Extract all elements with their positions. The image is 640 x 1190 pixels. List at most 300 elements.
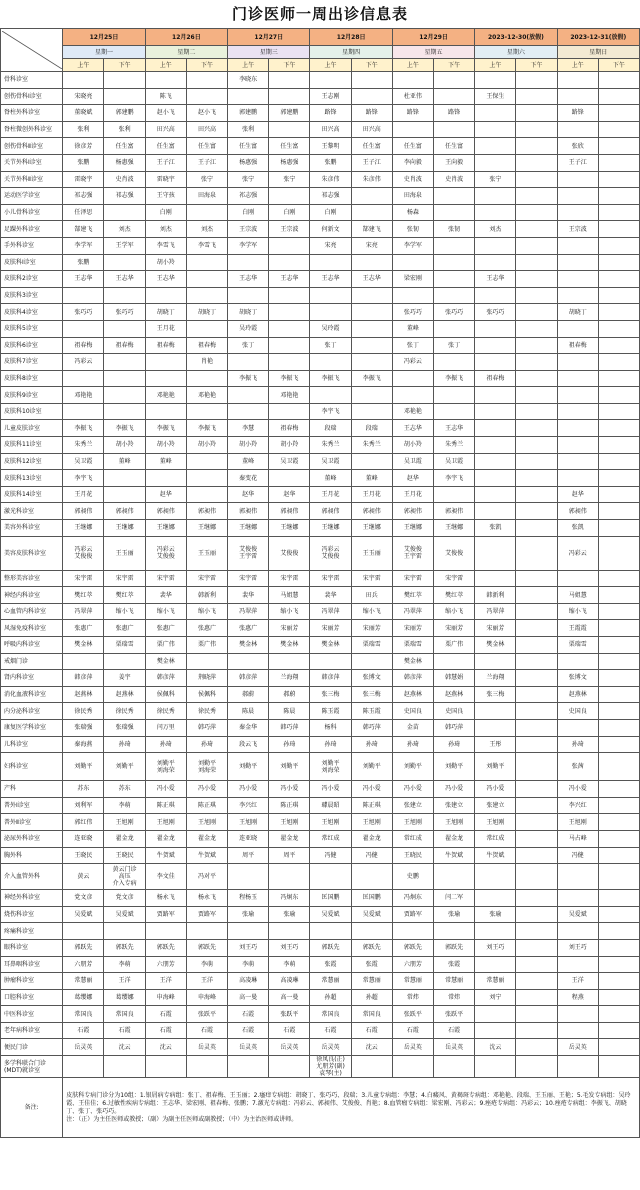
doctor-cell: 胡晓丁 [557, 304, 598, 321]
table-row [1, 956, 640, 973]
doctor-cell [516, 864, 557, 890]
doctor-cell [598, 906, 639, 923]
doctor-cell: 张宁 [475, 171, 516, 188]
doctor-cell [598, 320, 639, 337]
doctor-cell: 冯翠萍 [63, 603, 104, 620]
doctor-cell: 朱彦伟 [310, 171, 351, 188]
doctor-cell: 张建立 [434, 797, 475, 814]
doctor-cell [516, 287, 557, 304]
doctor-cell [145, 470, 186, 487]
doctor-cell [269, 121, 310, 138]
table-row [1, 536, 640, 570]
doctor-cell: 王玉丽 [104, 536, 145, 570]
department-cell: 疼痛科诊室 [1, 923, 63, 940]
doctor-cell [104, 486, 145, 503]
doctor-cell: 贾路军 [145, 906, 186, 923]
doctor-cell [598, 470, 639, 487]
table-row [1, 781, 640, 798]
doctor-cell: 张三梅 [475, 686, 516, 703]
table-row [1, 670, 640, 687]
doctor-cell: 路锋 [351, 105, 392, 122]
department-cell: 皮肤科8诊室 [1, 370, 63, 387]
doctor-cell [186, 1056, 227, 1078]
date-header-mon: 12月25日 [63, 29, 145, 46]
doctor-cell: 祖春梅 [557, 337, 598, 354]
doctor-cell: 常红成 [392, 830, 433, 847]
doctor-cell [351, 387, 392, 404]
doctor-cell [516, 72, 557, 89]
doctor-cell: 翟金龙 [104, 830, 145, 847]
doctor-cell: 缩小飞 [269, 603, 310, 620]
doctor-cell: 匡国鹏 [310, 890, 351, 907]
doctor-cell: 牛贺斌 [145, 847, 186, 864]
doctor-cell: 朱秀兰 [434, 437, 475, 454]
table-row [1, 320, 640, 337]
doctor-cell: 宋丽芳 [310, 620, 351, 637]
doctor-cell: 韩彦萍 [228, 670, 269, 687]
doctor-cell: 常炜 [392, 989, 433, 1006]
doctor-cell: 张瑜 [269, 906, 310, 923]
doctor-cell: 樊金林 [63, 637, 104, 654]
doctor-cell: 张巧巧 [104, 304, 145, 321]
doctor-cell: 程杨玉 [228, 890, 269, 907]
doctor-cell: 郭昶伟 [269, 503, 310, 520]
doctor-cell: 王继娜 [310, 520, 351, 537]
doctor-cell: 胡晓丁 [186, 304, 227, 321]
doctor-cell: 岳灵英 [434, 1039, 475, 1056]
doctor-cell: 张瑞强 [63, 719, 104, 736]
doctor-cell [351, 923, 392, 940]
doctor-cell [516, 370, 557, 387]
doctor-cell: 朱秀兰 [351, 437, 392, 454]
doctor-cell: 六朋芳 [63, 956, 104, 973]
doctor-cell: 苏东 [104, 781, 145, 798]
table-row [1, 72, 640, 89]
doctor-cell: 宋宇雷 [104, 570, 145, 587]
doctor-cell: 翟金龙 [186, 830, 227, 847]
doctor-cell: 贾路军 [186, 906, 227, 923]
doctor-cell [63, 287, 104, 304]
doctor-cell: 兰海翔 [475, 670, 516, 687]
doctor-cell: 祁志强 [228, 188, 269, 205]
doctor-cell: 张宁 [269, 171, 310, 188]
department-cell: 足踝外科诊室 [1, 221, 63, 238]
doctor-cell: 郭跃先 [186, 939, 227, 956]
doctor-cell: 李振飞 [269, 370, 310, 387]
doctor-cell: 李宇飞 [63, 470, 104, 487]
doctor-cell [475, 287, 516, 304]
department-cell: 整形美容诊室 [1, 570, 63, 587]
doctor-cell: 郭跃先 [63, 939, 104, 956]
doctor-cell: 段瑞 [310, 420, 351, 437]
department-cell: 内分泌科诊室 [1, 703, 63, 720]
doctor-cell: 秦金华 [228, 719, 269, 736]
doctor-cell: 宋宇雷 [434, 570, 475, 587]
doctor-cell [228, 287, 269, 304]
doctor-cell [557, 387, 598, 404]
doctor-cell: 申海峰 [145, 989, 186, 1006]
doctor-cell: 郭跃先 [434, 939, 475, 956]
doctor-cell: 冯彩云 [392, 354, 433, 371]
doctor-cell: 陈正琪 [186, 797, 227, 814]
doctor-cell: 樊红萃 [63, 587, 104, 604]
doctor-cell: 王彤 [475, 736, 516, 753]
doctor-cell [104, 88, 145, 105]
doctor-cell: 郭跃先 [392, 939, 433, 956]
doctor-cell [351, 72, 392, 89]
doctor-cell: 祖春梅 [269, 420, 310, 437]
doctor-cell [516, 503, 557, 520]
doctor-cell [434, 403, 475, 420]
doctor-cell: 栗广伟 [434, 637, 475, 654]
doctor-cell: 王子江 [557, 154, 598, 171]
table-row [1, 520, 640, 537]
doctor-cell: 王月花 [145, 320, 186, 337]
table-row [1, 237, 640, 254]
department-cell: 老年病科诊室 [1, 1022, 63, 1039]
doctor-cell: 郭建鹏 [269, 105, 310, 122]
table-row [1, 221, 640, 238]
doctor-cell: 周平 [269, 847, 310, 864]
doctor-cell: 郭跃先 [310, 939, 351, 956]
doctor-cell [516, 587, 557, 604]
doctor-cell: 梁宏刚 [392, 271, 433, 288]
doctor-cell [516, 906, 557, 923]
doctor-cell: 韩巧萍 [351, 719, 392, 736]
doctor-cell [434, 864, 475, 890]
doctor-cell [269, 254, 310, 271]
doctor-cell: 姜宇 [104, 670, 145, 687]
doctor-cell: 匡国鹏 [351, 890, 392, 907]
doctor-cell [516, 536, 557, 570]
doctor-cell [598, 171, 639, 188]
doctor-cell: 刘杰 [104, 221, 145, 238]
notes-row [1, 1078, 640, 1138]
doctor-cell [475, 719, 516, 736]
doctor-cell [598, 121, 639, 138]
doctor-cell: 刘王巧 [475, 939, 516, 956]
doctor-cell [598, 221, 639, 238]
doctor-cell: 樊金林 [145, 653, 186, 670]
doctor-cell: 连亚晓 [228, 830, 269, 847]
doctor-cell: 王旭刚 [186, 814, 227, 831]
doctor-cell: 刘杰 [475, 221, 516, 238]
doctor-cell: 刘利军 [63, 797, 104, 814]
doctor-cell: 葛缨娜 [104, 989, 145, 1006]
doctor-cell: 杨惠强 [228, 154, 269, 171]
department-cell: 脊柱外科诊室 [1, 105, 63, 122]
doctor-cell [186, 204, 227, 221]
doctor-cell [63, 403, 104, 420]
doctor-cell: 张霞 [351, 956, 392, 973]
doctor-cell: 朱彦伟 [351, 171, 392, 188]
doctor-cell: 郭建鹏 [104, 105, 145, 122]
doctor-cell: 杨科 [310, 719, 351, 736]
pm-header: 下午 [269, 59, 310, 72]
doctor-cell [516, 686, 557, 703]
doctor-cell: 陈正琪 [351, 797, 392, 814]
table-row [1, 470, 640, 487]
doctor-cell: 祖春梅 [145, 337, 186, 354]
doctor-cell: 路锋 [434, 105, 475, 122]
doctor-cell: 李振飞 [228, 370, 269, 387]
department-cell: 儿科诊室 [1, 736, 63, 753]
doctor-cell: 宋宇雷 [228, 570, 269, 587]
doctor-cell: 王继娜 [145, 520, 186, 537]
doctor-cell [63, 72, 104, 89]
doctor-cell: 苏东 [63, 781, 104, 798]
doctor-cell: 裴华 [145, 587, 186, 604]
doctor-cell [557, 237, 598, 254]
doctor-cell: 栗瑞雪 [351, 637, 392, 654]
doctor-cell [516, 1006, 557, 1023]
doctor-cell [598, 254, 639, 271]
doctor-cell [598, 603, 639, 620]
pm-header: 下午 [598, 59, 639, 72]
doctor-cell [475, 204, 516, 221]
doctor-cell: 祖春梅 [104, 337, 145, 354]
doctor-cell: 韩新利 [186, 587, 227, 604]
doctor-cell [269, 188, 310, 205]
doctor-cell [434, 1056, 475, 1078]
doctor-cell: 张欣 [557, 138, 598, 155]
table-row [1, 989, 640, 1006]
doctor-cell: 常慧丽 [351, 973, 392, 990]
doctor-cell [104, 320, 145, 337]
doctor-cell [557, 890, 598, 907]
department-cell: 消化血液科诊室 [1, 686, 63, 703]
doctor-cell: 张凯 [475, 520, 516, 537]
doctor-cell: 冯健 [351, 847, 392, 864]
doctor-cell: 郭昶伟 [434, 503, 475, 520]
doctor-cell: 赵华 [392, 470, 433, 487]
doctor-cell: 王旭刚 [392, 814, 433, 831]
department-cell: 儿童皮肤诊室 [1, 420, 63, 437]
doctor-cell: 孙琦 [434, 736, 475, 753]
department-cell: 皮肤科12诊室 [1, 453, 63, 470]
doctor-cell: 李萌 [228, 956, 269, 973]
doctor-cell: 张惠广 [228, 620, 269, 637]
doctor-cell: 金苗 [392, 719, 433, 736]
table-row [1, 304, 640, 321]
doctor-cell: 王旭刚 [557, 814, 598, 831]
doctor-cell: 张惠广 [104, 620, 145, 637]
doctor-cell: 赵华 [269, 486, 310, 503]
doctor-cell [104, 403, 145, 420]
doctor-cell: 郭昶伟 [186, 503, 227, 520]
doctor-cell [351, 403, 392, 420]
doctor-cell: 祖春梅 [63, 337, 104, 354]
table-row [1, 753, 640, 781]
doctor-cell: 陈玉霞 [351, 703, 392, 720]
doctor-cell: 缩小飞 [186, 603, 227, 620]
doctor-cell: 李萌 [104, 797, 145, 814]
table-row [1, 503, 640, 520]
doctor-cell: 刘勤平 [392, 753, 433, 781]
doctor-cell: 李萌 [186, 956, 227, 973]
department-cell: 皮肤科11诊室 [1, 437, 63, 454]
doctor-cell: 董峰 [310, 470, 351, 487]
doctor-cell [557, 1022, 598, 1039]
department-cell: 肿瘤科诊室 [1, 973, 63, 990]
table-row [1, 923, 640, 940]
doctor-cell: 郭昶伟 [63, 503, 104, 520]
doctor-cell: 宋宇雷 [351, 570, 392, 587]
doctor-cell [598, 847, 639, 864]
am-header: 上午 [557, 59, 598, 72]
table-row [1, 254, 640, 271]
doctor-cell [392, 370, 433, 387]
doctor-cell: 常红成 [310, 830, 351, 847]
doctor-cell [516, 570, 557, 587]
doctor-cell: 王志华 [475, 271, 516, 288]
doctor-cell [310, 864, 351, 890]
table-row [1, 797, 640, 814]
department-cell: 小儿骨科诊室 [1, 204, 63, 221]
doctor-cell: 田兴高 [310, 121, 351, 138]
table-row [1, 88, 640, 105]
pm-header: 下午 [434, 59, 475, 72]
doctor-cell [516, 1056, 557, 1078]
doctor-cell [557, 320, 598, 337]
doctor-cell: 郭昶伟 [310, 503, 351, 520]
doctor-cell: 刘宁 [475, 989, 516, 1006]
weekday-header-wed: 星期三 [228, 46, 310, 59]
department-cell: 皮肤科14诊室 [1, 486, 63, 503]
doctor-cell: 李振飞 [104, 420, 145, 437]
doctor-cell [475, 890, 516, 907]
doctor-cell: 吴玲霞 [310, 320, 351, 337]
doctor-cell [557, 354, 598, 371]
doctor-cell: 孙琦 [557, 736, 598, 753]
doctor-cell: 王月花 [310, 486, 351, 503]
doctor-cell [557, 171, 598, 188]
pm-header: 下午 [516, 59, 557, 72]
doctor-cell: 高一曼 [228, 989, 269, 1006]
doctor-cell: 常国良 [310, 1006, 351, 1023]
doctor-cell [598, 670, 639, 687]
doctor-cell [516, 121, 557, 138]
doctor-cell: 韩巧萍 [186, 719, 227, 736]
doctor-cell: 郭昶伟 [228, 503, 269, 520]
doctor-cell: 董峰 [145, 453, 186, 470]
department-cell: 关节外科Ⅱ诊室 [1, 171, 63, 188]
doctor-cell [557, 570, 598, 587]
doctor-cell: 冯小爱 [475, 781, 516, 798]
doctor-cell: 常慧丽 [434, 973, 475, 990]
doctor-cell [186, 923, 227, 940]
doctor-cell: 杨永飞 [145, 890, 186, 907]
department-cell: 呼吸内科诊室 [1, 637, 63, 654]
doctor-cell: 郭跃先 [145, 939, 186, 956]
doctor-cell [104, 72, 145, 89]
doctor-cell [475, 1056, 516, 1078]
doctor-cell [475, 337, 516, 354]
department-cell: 美容外科诊室 [1, 520, 63, 537]
doctor-cell: 张利 [63, 121, 104, 138]
doctor-cell: 常炜 [434, 989, 475, 1006]
doctor-cell: 王旭刚 [475, 814, 516, 831]
doctor-cell [475, 138, 516, 155]
doctor-cell [516, 138, 557, 155]
doctor-cell [392, 387, 433, 404]
doctor-cell [598, 989, 639, 1006]
doctor-cell: 张丁 [434, 337, 475, 354]
doctor-cell: 岳灵英 [557, 1039, 598, 1056]
doctor-cell [228, 387, 269, 404]
doctor-cell [269, 304, 310, 321]
date-header-sun: 2023-12-31(放假) [557, 29, 639, 46]
department-cell: 康复医学科诊室 [1, 719, 63, 736]
doctor-cell: 李宇飞 [310, 403, 351, 420]
doctor-cell: 兰海翔 [269, 670, 310, 687]
doctor-cell: 郝蔚 [228, 686, 269, 703]
table-row [1, 1006, 640, 1023]
doctor-cell [516, 637, 557, 654]
doctor-cell: 胡小羚 [145, 254, 186, 271]
doctor-cell: 郭跃先 [351, 939, 392, 956]
doctor-cell: 沈云 [475, 1039, 516, 1056]
doctor-cell: 冯翠萍 [310, 603, 351, 620]
doctor-cell [516, 653, 557, 670]
doctor-cell: 张丁 [310, 337, 351, 354]
department-cell: 普外Ⅰ诊室 [1, 797, 63, 814]
doctor-cell [310, 304, 351, 321]
doctor-cell: 祖春梅 [186, 337, 227, 354]
doctor-cell: 宋丽芳 [434, 620, 475, 637]
doctor-cell: 郭红伟 [63, 814, 104, 831]
doctor-cell: 吴玲霞 [228, 320, 269, 337]
doctor-cell [145, 72, 186, 89]
doctor-cell [475, 420, 516, 437]
doctor-cell: 王黎明 [310, 138, 351, 155]
doctor-cell: 宋丽芳 [392, 620, 433, 637]
doctor-cell: 申海峰 [186, 989, 227, 1006]
doctor-cell: 冯翠萍 [475, 603, 516, 620]
doctor-cell [145, 370, 186, 387]
doctor-cell: 田海泉 [392, 188, 433, 205]
schedule-table [0, 28, 640, 1138]
doctor-cell: 徐民秀 [145, 703, 186, 720]
doctor-cell: 孙琦 [351, 736, 392, 753]
doctor-cell: 杨永飞 [186, 890, 227, 907]
doctor-cell: 周平 [228, 847, 269, 864]
doctor-cell [392, 287, 433, 304]
doctor-cell: 刘勤平 [104, 753, 145, 781]
doctor-cell: 宋宇雷 [269, 570, 310, 587]
am-header: 上午 [145, 59, 186, 72]
doctor-cell: 张瑜 [228, 906, 269, 923]
doctor-cell [104, 653, 145, 670]
doctor-cell: 王学军 [104, 237, 145, 254]
doctor-cell: 田兵 [351, 587, 392, 604]
doctor-cell [475, 188, 516, 205]
doctor-cell: 黄云门诊 高压 介入专病 [104, 864, 145, 890]
department-cell: 产科 [1, 781, 63, 798]
doctor-cell: 邓艳艳 [269, 387, 310, 404]
doctor-cell: 王志华 [434, 420, 475, 437]
doctor-cell: 陈玉霞 [310, 703, 351, 720]
doctor-cell: 赵小飞 [145, 105, 186, 122]
doctor-cell [516, 890, 557, 907]
doctor-cell [516, 989, 557, 1006]
department-cell: 神经内科诊室 [1, 587, 63, 604]
doctor-cell: 韩新利 [475, 587, 516, 604]
doctor-cell: 常国良 [63, 1006, 104, 1023]
doctor-cell: 郝蔚 [269, 686, 310, 703]
doctor-cell [186, 287, 227, 304]
doctor-cell [598, 354, 639, 371]
